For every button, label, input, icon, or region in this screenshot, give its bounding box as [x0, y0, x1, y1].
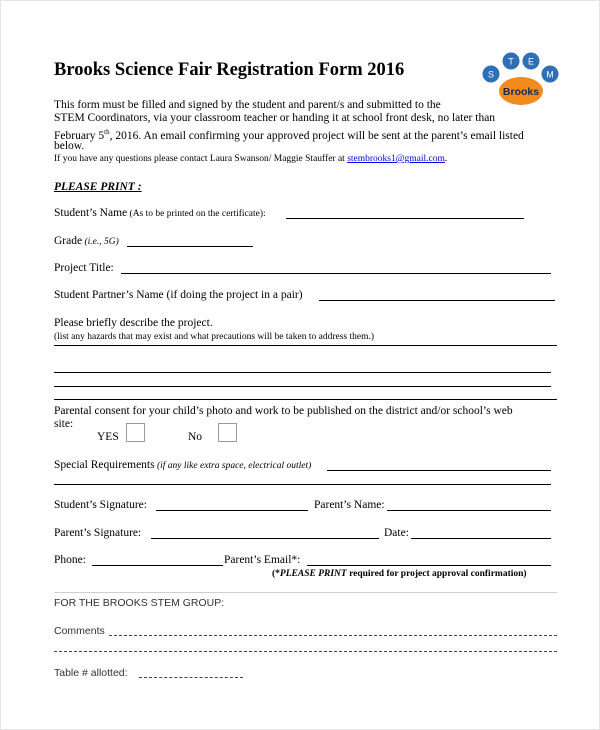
- describe-note: (list any hazards that may exist and what precautions will be taken to address them.): [54, 332, 375, 342]
- parent-signature-label: Parent’s Signature:: [54, 527, 142, 539]
- student-signature-field[interactable]: [156, 510, 308, 511]
- page-title: Brooks Science Fair Registration Form 2016: [54, 60, 405, 80]
- phone-label: Phone:: [54, 554, 86, 566]
- date-field[interactable]: [411, 538, 551, 539]
- please-print-heading: PLEASE PRINT :: [54, 181, 142, 193]
- student-name-field[interactable]: [286, 218, 524, 219]
- no-label: No: [188, 431, 203, 443]
- special-requirements-label: Special Requirements (if any like extra space, electrical outlet): [54, 459, 312, 471]
- logo-letter-t: T: [508, 56, 514, 67]
- intro-line-4: below.: [54, 140, 85, 152]
- logo-letter-e: E: [527, 56, 535, 67]
- comments-label: Comments: [54, 625, 105, 637]
- parent-signature-field[interactable]: [151, 538, 379, 539]
- parent-email-label: Parent’s Email*:: [224, 554, 301, 566]
- describe-rule-1: [54, 345, 557, 346]
- parent-name-field[interactable]: [387, 510, 551, 511]
- comments-field[interactable]: [109, 635, 557, 636]
- project-title-field[interactable]: [121, 273, 551, 274]
- office-divider: [54, 592, 557, 593]
- office-header: FOR THE BROOKS STEM GROUP:: [54, 597, 225, 609]
- special-requirements-field-2[interactable]: [54, 484, 551, 485]
- parent-name-label: Parent’s Name:: [314, 499, 385, 511]
- comments-field-2[interactable]: [54, 651, 557, 652]
- yes-label: YES: [97, 431, 119, 443]
- student-name-label: Student’s Name (As to be printed on the certificate):: [54, 207, 266, 219]
- intro-line-3: February 5th, 2016. An email confirming your approved project will be sent at the parent’s email listed: [54, 128, 524, 142]
- describe-field-1[interactable]: [54, 372, 551, 373]
- consent-line-1: Parental consent for your child’s photo and work to be published on the district and/or school’s web: [54, 405, 513, 417]
- describe-field-2[interactable]: [54, 386, 551, 387]
- intro-line-2: STEM Coordinators, via your classroom teacher or handing it at school front desk, no later than: [54, 112, 496, 124]
- intro-line-1: This form must be filled and signed by the student and parent/s and submitted to the: [54, 99, 441, 111]
- grade-label: Grade (i.e., 5G): [54, 235, 119, 247]
- stem-logo: [479, 47, 565, 109]
- parent-email-field[interactable]: [307, 565, 551, 566]
- project-title-label: Project Title:: [54, 262, 114, 274]
- no-checkbox[interactable]: [218, 423, 237, 442]
- contact-email-link[interactable]: stembrooks1@gmail.com: [347, 154, 445, 164]
- special-requirements-field[interactable]: [327, 470, 551, 471]
- logo-letter-m: M: [546, 69, 554, 80]
- yes-checkbox[interactable]: [126, 423, 145, 442]
- partner-name-label: Student Partner’s Name (if doing the project in a pair): [54, 289, 303, 301]
- table-allotted-field[interactable]: [139, 677, 243, 678]
- logo-letter-s: S: [487, 69, 495, 80]
- consent-line-2: site:: [54, 418, 74, 430]
- student-signature-label: Student’s Signature:: [54, 499, 147, 511]
- grade-field[interactable]: [127, 246, 253, 247]
- table-allotted-label: Table # allotted:: [54, 667, 128, 679]
- date-label: Date:: [384, 527, 409, 539]
- phone-field[interactable]: [92, 565, 223, 566]
- partner-name-field[interactable]: [319, 300, 555, 301]
- print-note: (*PLEASE PRINT required for project approval confirmation): [272, 569, 527, 579]
- describe-label: Please briefly describe the project.: [54, 317, 213, 329]
- logo-label: Brooks: [502, 86, 540, 98]
- contact-line: If you have any questions please contact Laura Swanson/ Maggie Stauffer at stembrooks1@gmail.com.: [54, 154, 448, 164]
- describe-rule-2: [54, 399, 557, 400]
